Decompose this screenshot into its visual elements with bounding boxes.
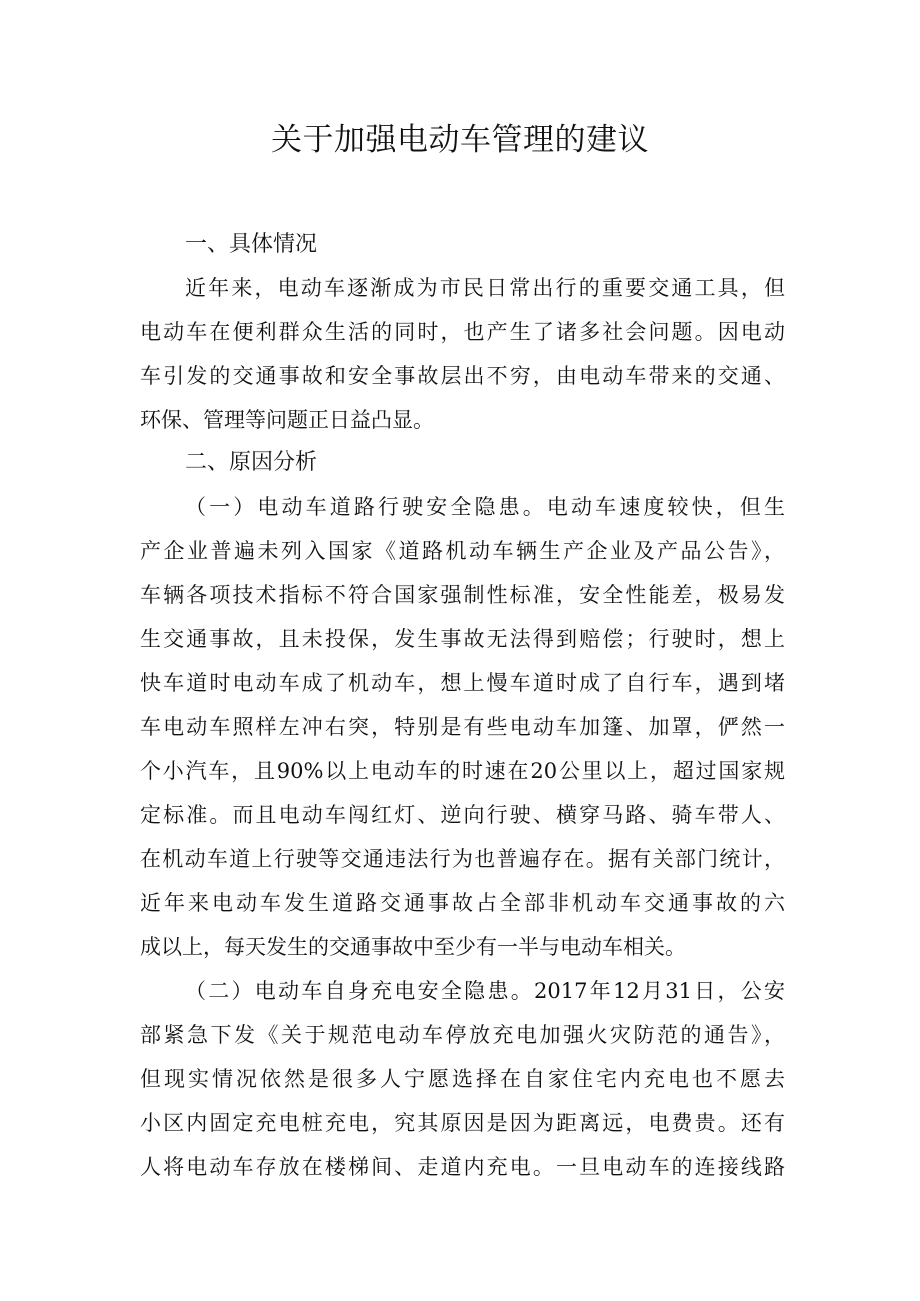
paragraph-line: 近年来，电动车逐渐成为市民日常出行的重要交通工具，但 bbox=[185, 276, 785, 300]
section-heading-1: 一、具体情况 bbox=[185, 232, 318, 257]
paragraph-line: 电动车在便利群众生活的同时，也产生了诸多社会问题。因电动 bbox=[140, 320, 785, 344]
paragraph-line: 产企业普遍未列入国家《道路机动车辆生产企业及产品公告》， bbox=[140, 539, 785, 563]
paragraph-line: 生交通事故，且未投保，发生事故无法得到赔偿；行驶时，想上 bbox=[140, 627, 785, 651]
paragraph-line: 车辆各项技术指标不符合国家强制性标准，安全性能差，极易发 bbox=[140, 583, 785, 607]
document-title: 关于加强电动车管理的建议 bbox=[271, 122, 649, 158]
paragraph-line: 近年来电动车发生道路交通事故占全部非机动车交通事故的六 bbox=[140, 891, 785, 915]
paragraph-line: 小区内固定充电桩充电，究其原因是因为距离远，电费贵。还有 bbox=[140, 1111, 785, 1135]
paragraph-line: （一）电动车道路行驶安全隐患。电动车速度较快，但生 bbox=[185, 495, 785, 519]
paragraph-line: 快车道时电动车成了机动车，想上慢车道时成了自行车，遇到堵 bbox=[140, 671, 785, 695]
paragraph-line: 定标准。而且电动车闯红灯、逆向行驶、横穿马路、骑车带人、 bbox=[140, 803, 785, 827]
paragraph-line: 环保、管理等问题正日益凸显。 bbox=[140, 408, 434, 432]
paragraph-line: 在机动车道上行驶等交通违法行为也普遍存在。据有关部门统计， bbox=[140, 847, 785, 871]
paragraph-line: 但现实情况依然是很多人宁愿选择在自家住宅内充电也不愿去 bbox=[140, 1067, 785, 1091]
paragraph-line: 部紧急下发《关于规范电动车停放充电加强火灾防范的通告》， bbox=[140, 1023, 785, 1047]
section-heading-2: 二、原因分析 bbox=[185, 450, 318, 475]
paragraph-line: （二）电动车自身充电安全隐患。2017年12月31日，公安 bbox=[185, 979, 785, 1003]
paragraph-line: 人将电动车存放在楼梯间、走道内充电。一旦电动车的连接线路 bbox=[140, 1155, 785, 1179]
paragraph-line: 车电动车照样左冲右突，特别是有些电动车加篷、加罩，俨然一 bbox=[140, 715, 785, 739]
paragraph-line: 车引发的交通事故和安全事故层出不穷，由电动车带来的交通、 bbox=[140, 364, 785, 388]
paragraph-line: 成以上，每天发生的交通事故中至少有一半与电动车相关。 bbox=[140, 935, 686, 959]
paragraph-line: 个小汽车，且90%以上电动车的时速在20公里以上，超过国家规 bbox=[140, 759, 785, 783]
